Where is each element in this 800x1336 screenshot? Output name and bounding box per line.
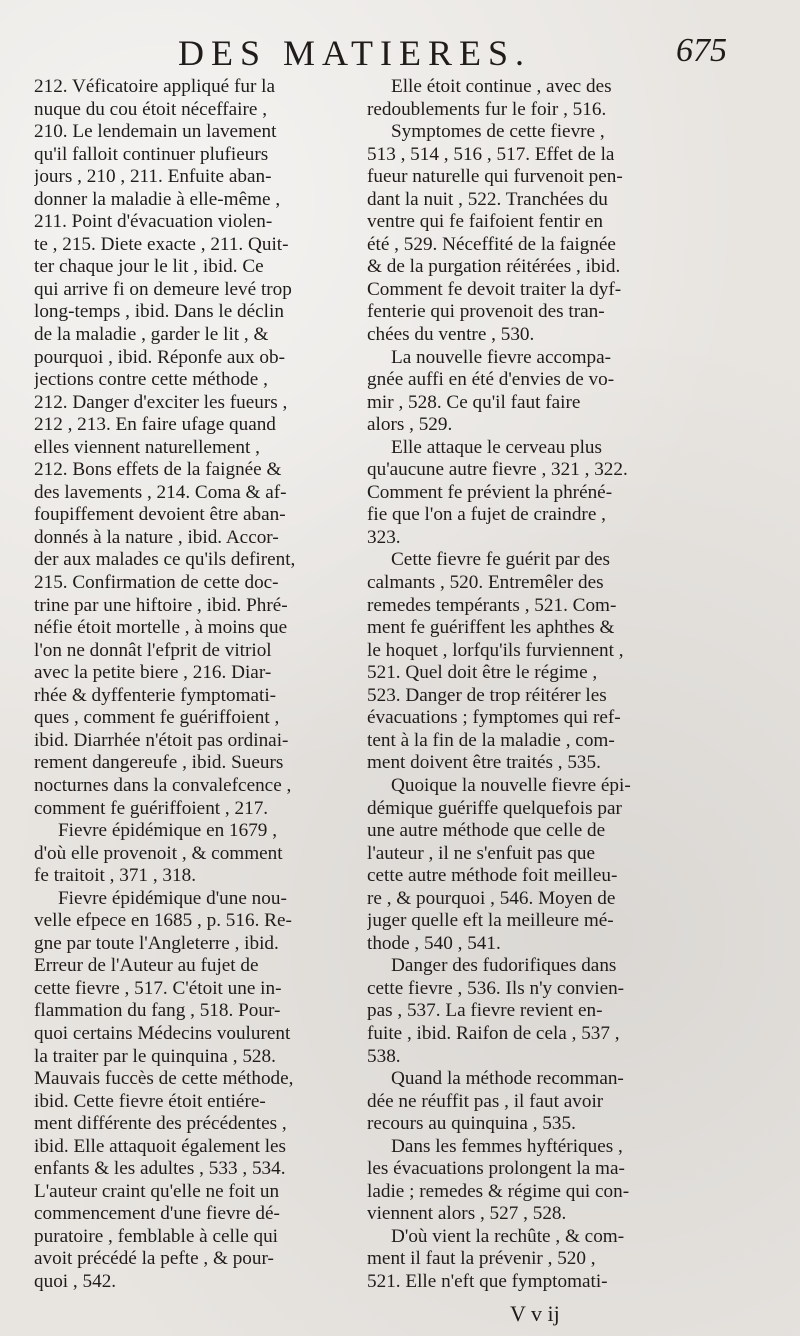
text-line: enfants & les adultes , 533 , 534.: [34, 1158, 286, 1180]
text-line: tent à la fin de la maladie , com-: [367, 729, 615, 751]
text-line: ladie ; remedes & régime qui con-: [367, 1180, 630, 1202]
text-line: fenterie qui provenoit des tran-: [367, 301, 605, 323]
text-line: 212 , 213. En faire ufage quand: [34, 414, 276, 436]
text-line: thode , 540 , 541.: [367, 932, 501, 954]
text-line: remedes tempérants , 521. Com-: [367, 594, 617, 616]
text-line: Quand la méthode recomman-: [391, 1068, 624, 1090]
text-line: Comment fe devoit traiter la dyf-: [367, 278, 622, 300]
text-line: cette autre méthode foit meilleu-: [367, 865, 618, 887]
text-line: commencement d'une fievre dé-: [34, 1203, 280, 1225]
text-line: 513 , 514 , 516 , 517. Effet de la: [367, 143, 615, 165]
text-line: Cette fievre fe guérit par des: [391, 549, 610, 571]
text-line: trine par une hiftoire , ibid. Phré-: [34, 594, 288, 616]
text-line: juger quelle eft la meilleure mé-: [367, 910, 614, 932]
text-line: 521. Elle n'eft que fymptomati-: [367, 1270, 608, 1292]
text-line: re , & pourquoi , 546. Moyen de: [367, 887, 616, 909]
text-line: 523. Danger de trop réitérer les: [367, 684, 607, 706]
text-line: jours , 210 , 211. Enfuite aban-: [34, 166, 272, 188]
text-line: recours au quinquina , 535.: [367, 1113, 576, 1135]
text-line: Mauvais fuccès de cette méthode,: [34, 1068, 294, 1090]
text-line: mir , 528. Ce qu'il faut faire: [367, 391, 581, 413]
text-line: 521. Quel doit être le régime ,: [367, 662, 598, 684]
text-line: puratoire , femblable à celle qui: [34, 1225, 278, 1247]
text-line: redoublements fur le foir , 516.: [367, 98, 607, 120]
text-line: des lavements , 214. Coma & af-: [34, 481, 287, 503]
text-line: nocturnes dans la convalefcence ,: [34, 774, 292, 796]
text-line: cette fievre , 536. Ils n'y convien-: [367, 977, 625, 999]
text-line: donnés à la nature , ibid. Accor-: [34, 526, 279, 548]
text-line: long-temps , ibid. Dans le déclin: [34, 301, 284, 323]
text-line: ment différente des précédentes ,: [34, 1113, 287, 1135]
text-line: ibid. Elle attaquoit également les: [34, 1135, 287, 1157]
text-line: une autre méthode que celle de: [367, 820, 606, 842]
text-line: dée ne réuffit pas , il faut avoir: [367, 1090, 604, 1112]
text-line: Symptomes de cette fievre ,: [391, 121, 605, 143]
text-line: cette fievre , 517. C'étoit une in-: [34, 977, 282, 999]
text-line: chées du ventre , 530.: [367, 324, 535, 346]
text-line: gne par toute l'Angleterre , ibid.: [34, 932, 279, 954]
text-line: rhée & dyffenterie fymptomati-: [34, 684, 277, 706]
text-line: quoi , 542.: [34, 1270, 117, 1292]
text-line: le hoquet , lorfqu'ils furviennent ,: [367, 639, 624, 661]
text-line: te , 215. Diete exacte , 211. Quit-: [34, 233, 289, 255]
left-column: [34, 76, 352, 1294]
text-line: gnée auffi en été d'envies de vo-: [367, 369, 615, 391]
text-line: elles viennent naturellement ,: [34, 436, 260, 458]
text-line: calmants , 520. Entremêler des: [367, 572, 604, 594]
text-line: quoi certains Médecins voulurent: [34, 1022, 291, 1044]
text-line: fuite , ibid. Raifon de cela , 537 ,: [367, 1022, 620, 1044]
running-title: DES MATIERES.: [178, 33, 532, 73]
text-line: Quoique la nouvelle fievre épi-: [391, 774, 631, 796]
text-line: ibid. Diarrhée n'étoit pas ordinai-: [34, 729, 289, 751]
text-line: avec la petite biere , 216. Diar-: [34, 662, 272, 684]
text-line: 210. Le lendemain un lavement: [34, 121, 277, 143]
text-line: Danger des fudorifiques dans: [391, 955, 617, 977]
text-line: dant la nuit , 522. Tranchées du: [367, 188, 608, 210]
text-line: & de la purgation réitérées , ibid.: [367, 256, 621, 278]
text-line: 323.: [367, 526, 401, 548]
text-line: La nouvelle fievre accompa-: [391, 346, 612, 368]
text-line: de la maladie , garder le lit , &: [34, 324, 269, 346]
text-line: 212. Véficatoire appliqué fur la: [34, 76, 275, 97]
text-line: velle efpece en 1685 , p. 516. Re-: [34, 910, 292, 932]
text-line: pourquoi , ibid. Réponfe aux ob-: [34, 346, 285, 368]
text-line: pas , 537. La fievre revient en-: [367, 1000, 603, 1022]
page-number: 675: [676, 32, 727, 69]
text-line: Fievre épidémique en 1679 ,: [58, 820, 277, 842]
text-line: ques , comment fe guériffoient ,: [34, 707, 280, 729]
text-line: Fievre épidémique d'une nou-: [58, 887, 287, 909]
text-line: rement dangereufe , ibid. Sueurs: [34, 752, 284, 774]
text-line: les évacuations prolongent la ma-: [367, 1158, 625, 1180]
text-line: fie que l'on a fujet de craindre ,: [367, 504, 606, 526]
page-header: [0, 28, 800, 78]
text-line: évacuations ; fymptomes qui ref-: [367, 707, 621, 729]
text-line: ter chaque jour le lit , ibid. Ce: [34, 256, 264, 278]
text-line: néfie étoit mortelle , à moins que: [34, 617, 288, 639]
right-column: [367, 76, 685, 1294]
signature-mark: V v ij: [510, 1301, 560, 1326]
text-line: donner la maladie à elle-même ,: [34, 188, 281, 210]
text-line: 212. Bons effets de la faignée &: [34, 459, 282, 481]
text-line: ment il faut la prévenir , 520 ,: [367, 1248, 596, 1270]
text-line: foupiffement devoient être aban-: [34, 504, 286, 526]
text-line: 538.: [367, 1045, 401, 1067]
text-line: avoit précédé la pefte , & pour-: [34, 1248, 274, 1270]
text-line: alors , 529.: [367, 414, 453, 436]
text-line: l'auteur , il ne s'enfuit pas que: [367, 842, 596, 864]
text-line: L'auteur craint qu'elle ne foit un: [34, 1180, 280, 1202]
text-line: Dans les femmes hyftériques ,: [391, 1135, 623, 1157]
text-line: qu'aucune autre fievre , 321 , 322.: [367, 459, 628, 481]
text-line: flammation du fang , 518. Pour-: [34, 1000, 281, 1022]
text-line: été , 529. Néceffité de la faignée: [367, 233, 616, 255]
text-line: D'où vient la rechûte , & com-: [391, 1225, 625, 1247]
text-line: viennent alors , 527 , 528.: [367, 1203, 567, 1225]
text-line: der aux malades ce qu'ils defirent,: [34, 549, 296, 571]
text-line: ment fe guériffent les aphthes &: [367, 617, 615, 639]
text-line: d'où elle provenoit , & comment: [34, 842, 283, 864]
text-line: 215. Confirmation de cette doc-: [34, 572, 279, 594]
text-line: qu'il falloit continuer plufieurs: [34, 143, 269, 165]
text-line: qui arrive fi on demeure levé trop: [34, 278, 292, 300]
text-line: jections contre cette méthode ,: [34, 369, 268, 391]
text-line: l'on ne donnât l'efprit de vitriol: [34, 639, 272, 661]
text-line: Erreur de l'Auteur au fujet de: [34, 955, 259, 977]
text-line: comment fe guériffoient , 217.: [34, 797, 269, 819]
text-line: Elle étoit continue , avec des: [391, 76, 612, 97]
text-line: démique guériffe quelquefois par: [367, 797, 622, 819]
text-line: ment doivent être traités , 535.: [367, 752, 601, 774]
text-line: fueur naturelle qui furvenoit pen-: [367, 166, 623, 188]
text-line: la traiter par le quinquina , 528.: [34, 1045, 276, 1067]
text-line: Elle attaque le cerveau plus: [391, 436, 602, 458]
text-line: 211. Point d'évacuation violen-: [34, 211, 273, 233]
text-line: fe traitoit , 371 , 318.: [34, 865, 196, 887]
text-line: 212. Danger d'exciter les fueurs ,: [34, 391, 288, 413]
text-line: ibid. Cette fievre étoit entiére-: [34, 1090, 266, 1112]
text-line: Comment fe prévient la phréné-: [367, 481, 613, 503]
text-line: ventre qui fe faifoient fentir en: [367, 211, 604, 233]
text-line: nuque du cou étoit néceffaire ,: [34, 98, 267, 120]
